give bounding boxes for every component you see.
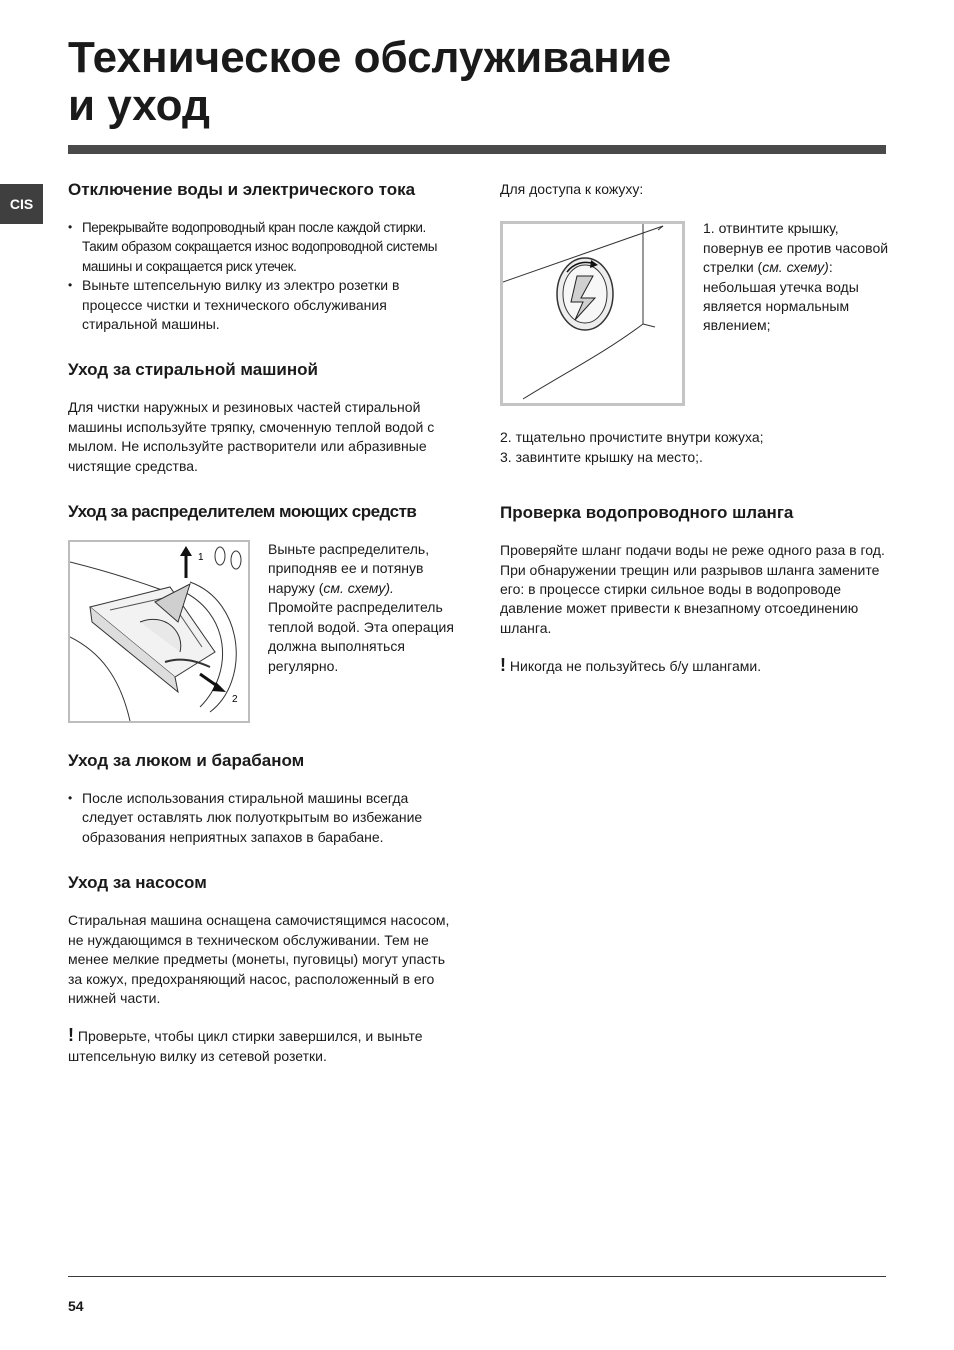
cover-access-intro: Для доступа к кожуху: — [500, 181, 644, 197]
shutoff-heading: Отключение воды и электрического тока — [68, 180, 416, 199]
dispenser-text-ref: см. схему). — [323, 579, 394, 596]
machine-care-heading: Уход за стиральной машиной — [68, 360, 318, 380]
pump-cover-drawing — [503, 224, 682, 403]
door-drum-list — [68, 789, 460, 847]
dispenser-text-part: Выньте распределитель, приподняв ее и потянув наружу ( — [268, 541, 430, 596]
pump-heading: Уход за насосом — [68, 873, 207, 893]
shutoff-list — [68, 218, 460, 334]
door-drum-heading: Уход за люком и барабаном — [68, 751, 305, 771]
dispenser-heading: Уход за распределителем моющих средств — [68, 502, 417, 522]
pump-cover-illustration — [500, 221, 685, 406]
list-item: • Перекрывайте водопроводный кран после каждой стирки. Таким образом сокращается износ водопроводной системы машины и сокращается риск утечек. — [68, 218, 460, 276]
step-3-text: 3. завинтите крышку на место;. — [500, 448, 703, 465]
footer-divider — [68, 1276, 886, 1277]
left-column — [68, 180, 460, 1066]
page-title-line-1: Техническое обслуживание — [68, 33, 672, 82]
dispenser-illustration — [68, 540, 250, 723]
right-column — [500, 180, 890, 677]
step-1-part: : небольшая утечка воды является нормальным явлением; — [703, 259, 859, 334]
cover-block — [500, 221, 890, 406]
step-1-text — [703, 219, 890, 406]
title-divider — [68, 145, 886, 154]
hose-text: Проверяйте шланг подачи воды не реже одного раза в год. При обнаружении трещин или разрывов шланга замените его: в процессе стирки сильное воды в водопроводе давление может привести к внезапному отсоединению шланга. — [500, 542, 885, 636]
figure-label-1: 1 — [198, 552, 204, 564]
page-title-line-2: и уход — [68, 81, 210, 130]
dispenser-text — [268, 540, 460, 723]
hose-warning-text: Никогда не пользуйтесь б/у шлангами. — [506, 658, 762, 675]
warning-icon: ! — [500, 655, 506, 676]
list-item: • После использования стиральной машины всегда следует оставлять люк полуоткрытым во избежание образования неприятных запахов в барабане. — [68, 789, 460, 847]
pump-text: Стиральная машина оснащена самочистящимся насосом, не нуждающимся в техническом обслуживании. Тем не менее мелкие предметы (монеты, пуговицы) могут упасть за кожух, предохраняющий насос, расположенный в его нижней части. — [68, 912, 450, 1006]
dispenser-text-part: Промойте распределитель теплой водой. Эта операция должна выполняться регулярно. — [268, 599, 454, 674]
hose-warning — [500, 656, 890, 676]
list-item: • Выньте штепсельную вилку из электро розетки в процессе чистки и технического обслуживания стиральной машины. — [68, 276, 460, 334]
pump-warning-text: Проверьте, чтобы цикл стирки завершился, и выньте штепсельную вилку из сетевой розетки. — [68, 1028, 423, 1064]
dispenser-block — [68, 540, 460, 723]
page-number: 54 — [68, 1298, 84, 1314]
warning-icon: ! — [68, 1025, 74, 1046]
dispenser-drawing — [70, 542, 248, 721]
step-2-text: 2. тщательно прочистите внутри кожуха; — [500, 429, 764, 446]
language-tab: CIS — [0, 184, 43, 224]
step-1-part: 1. отвинтите крышку, повернув ее против часовой стрелки ( — [703, 220, 889, 276]
hose-heading: Проверка водопроводного шланга — [500, 503, 794, 523]
step-1-ref: см. схему) — [762, 259, 829, 276]
pump-warning — [68, 1026, 460, 1066]
machine-care-text: Для чистки наружных и резиновых частей стиральной машины используйте тряпку, смоченную теплой водой с мылом. Не используйте растворители или абразивные чистящие средства. — [68, 399, 435, 474]
figure-label-2: 2 — [232, 694, 238, 706]
page-title — [68, 34, 671, 130]
